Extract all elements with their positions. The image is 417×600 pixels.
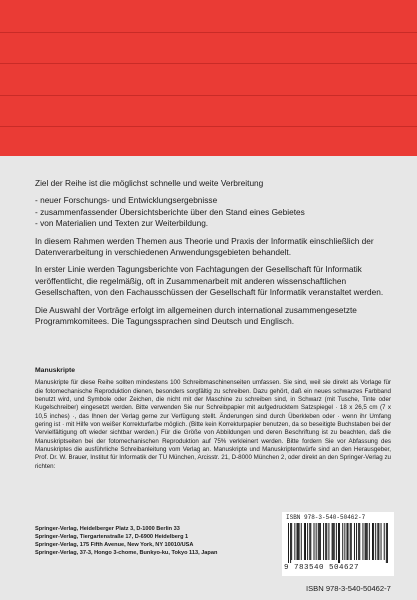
barcode-bar <box>307 523 308 560</box>
barcode-bar <box>351 523 352 560</box>
barcode-bar <box>342 523 343 560</box>
goal-item: - von Materialien und Texten zur Weiterbildung. <box>35 218 390 229</box>
intro-paragraph: In diesem Rahmen werden Themen aus Theorie und Praxis der Informatik einschließlich der Datenverarbeitung in verschiedenen Anwendungsgebieten behandelt. <box>35 235 374 258</box>
goal-list <box>35 195 390 229</box>
band-stripe <box>0 126 417 127</box>
intro-paragraph: Die Auswahl der Vorträge erfolgt im allgemeinen durch international zusammengesetzte Programmkomitees. Die Tagungssprachen sind Deutsch und Englisch. <box>35 304 357 327</box>
barcode-bar <box>339 523 340 563</box>
manuscript-heading: Manuskripte <box>35 367 76 374</box>
barcode-bar <box>291 523 292 560</box>
publisher-addresses <box>35 525 275 557</box>
barcode-panel <box>282 512 394 576</box>
barcode-bar <box>299 523 300 560</box>
barcode-bar <box>310 523 311 560</box>
band-stripe <box>0 63 417 64</box>
barcode-bar <box>344 523 345 560</box>
barcode-bar <box>365 523 366 560</box>
barcode-bar <box>386 523 387 563</box>
address-line: Springer-Verlag, 37-3, Hongo 3-chome, Bunkyo-ku, Tokyo 113, Japan <box>35 550 218 556</box>
barcode-bar <box>338 523 339 563</box>
barcode-bar <box>367 523 368 560</box>
barcode-bar <box>348 523 349 560</box>
barcode-bar <box>297 523 298 560</box>
intro-paragraph: In erster Linie werden Tagungsberichte von Fachtagungen der Gesellschaft für Informatik veröffentlicht, die regelmäßig, oft in Zusammenarbeit mit anderen wissenschaftlichen Gesellschaften, von den Fachausschüssen der Gesellschaft für Informatik veranstaltet werden. <box>35 264 384 298</box>
barcode-bar <box>375 523 376 560</box>
barcode-icon <box>288 523 388 563</box>
address-line: Springer-Verlag, Heidelberger Platz 3, D-1000 Berlin 33 <box>35 526 180 532</box>
barcode-bar <box>316 523 317 560</box>
address-line: Springer-Verlag, 175 Fifth Avenue, New York, NY 10010/USA <box>35 542 194 548</box>
barcode-bar <box>333 523 334 560</box>
barcode-bar <box>372 523 373 560</box>
cover-red-band <box>0 0 417 156</box>
goal-item: - zusammenfassender Übersichtsberichte über den Stand eines Gebietes <box>35 207 390 218</box>
barcode-bar <box>294 523 295 560</box>
barcode-digits: 9 783540 504627 <box>284 564 360 572</box>
barcode-bar <box>381 523 382 560</box>
barcode-bar <box>377 523 378 560</box>
barcode-bar <box>305 523 306 560</box>
barcode-bar <box>336 523 337 560</box>
barcode-bar <box>318 523 319 560</box>
barcode-bar <box>320 523 321 560</box>
barcode-bar <box>323 523 324 560</box>
barcode-bar <box>356 523 357 560</box>
goal-item: - neuer Forschungs- und Entwicklungsergebnisse <box>35 195 390 206</box>
barcode-bar <box>373 523 374 560</box>
series-description <box>35 178 390 333</box>
barcode-bar <box>354 523 355 560</box>
barcode-bar <box>332 523 333 560</box>
barcode-bar <box>366 523 367 560</box>
barcode-bar <box>298 523 299 560</box>
barcode-bar <box>347 523 348 560</box>
manuscript-section <box>35 367 391 471</box>
address-line: Springer-Verlag, Tiergartenstraße 17, D-6900 Heidelberg 1 <box>35 534 189 540</box>
barcode-bar <box>334 523 335 560</box>
barcode-bar <box>309 523 310 560</box>
barcode-bar <box>288 523 289 563</box>
barcode-bar <box>362 523 363 560</box>
barcode-bar <box>369 523 370 560</box>
barcode-bar <box>314 523 315 560</box>
barcode-bar <box>290 523 291 563</box>
intro-lead: Ziel der Reihe ist die möglichst schnelle und weite Verbreitung <box>35 178 264 188</box>
barcode-bar <box>359 523 360 560</box>
band-stripe <box>0 95 417 96</box>
barcode-bar <box>384 523 385 560</box>
barcode-bar <box>378 523 379 560</box>
barcode-bar <box>358 523 359 560</box>
barcode-bar <box>304 523 305 560</box>
barcode-bar <box>328 523 329 560</box>
isbn-footer: ISBN 978-3-540-50462-7 <box>306 584 391 593</box>
band-stripe <box>0 32 417 33</box>
barcode-bar <box>301 523 302 560</box>
barcode-bar <box>325 523 326 560</box>
barcode-bar <box>350 523 351 560</box>
barcode-isbn-label: ISBN 978-3-540-50462-7 <box>286 514 366 521</box>
barcode-bar <box>326 523 327 560</box>
barcode-bar <box>319 523 320 560</box>
manuscript-body: Manuskripte für diese Reihe sollten mindestens 100 Schreibmaschinenseiten umfassen. Sie sind, weil sie direkt als Vorlage für die fotomechanische Reproduktion dienen, besonders sorgfältig zu schreiben. Dazu gehört, daß ein neues schwarzes Farbband benutzt wird, und Symbole oder Zeichen, die nicht mit der Maschine zu schreiben sind, in Schwarz (mit Tusche, Tinte oder Kugelschreiber) eingesetzt werden. Bitte verwenden Sie nur Schreibpapier mit aufgedrucktem Satzspiegel · 18 x 26,5 cm (7 x 10,5 inches) ·, das Ihnen der Verlag gerne zur Verfügung stellt. Änderungen sind durch Überkleben oder · wenn ihr Umfang gering ist · mit Hilfe von weißer Korrekturfarbe möglich. (Bitte kein Korrekturpapier benutzen, da so beseitigte Buchstaben bei der Vervielfältigung oft wieder sichtbar werden.) Für die Größe von Abbildungen und deren Beschriftung ist zu beachten, daß die Manuskriptseiten bei der fotomechanischen Reproduktion auf 75% verkleinert werden. Bitte fordern Sie vor Abfassung des Manuskriptes die ausführliche Schreibanleitung vom Verlag an. Manuskripte und Manuskriptentwürfe sind an den Herausgeber, Prof. Dr. W. Brauer, Institut für Informatik der TU München, Arcisstr. 21, D-8000 München 2, oder direkt an den Springer-Verlag zu richten: <box>35 379 391 470</box>
barcode-bar <box>387 523 388 563</box>
